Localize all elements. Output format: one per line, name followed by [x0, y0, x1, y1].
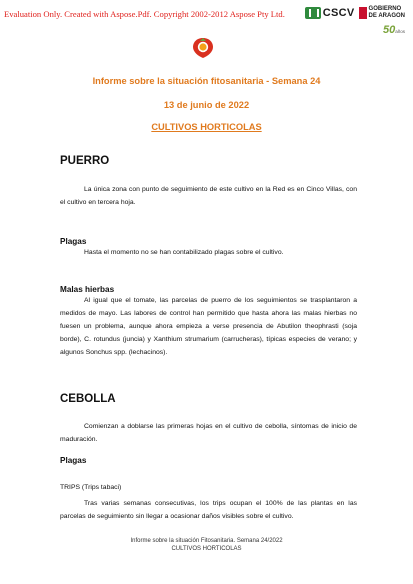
aragon-flag-icon: [359, 7, 367, 19]
puerro-plagas-heading: Plagas: [60, 237, 87, 246]
cebolla-heading: CEBOLLA: [60, 393, 116, 405]
puerro-plagas-text: Hasta el momento no se han contabilizado plagas sobre el cultivo.: [84, 249, 284, 256]
report-date: 13 de junio de 2022: [163, 100, 250, 110]
section-title: CULTIVOS HORTICOLAS: [151, 122, 262, 132]
cebolla-intro: Comienzan a doblarse las primeras hojas en el cultivo de cebolla, síntomas de inicio de maduración.: [60, 423, 357, 443]
puerro-malas-hierbas-heading: Malas hierbas: [60, 285, 115, 294]
puerro-intro: La única zona con punto de seguimiento de este cultivo en la Red es en Cinco Villas, con el cultivo en tercera hoja.: [60, 186, 357, 206]
gobierno-line2: DE ARAGON: [368, 12, 405, 19]
cscv-logo: CSCV: [305, 7, 355, 19]
anniversary-text: años: [395, 29, 405, 34]
gobierno-aragon-logo: [359, 6, 405, 19]
trips-label: TRIPS (Trips tabaci): [60, 484, 122, 491]
header-logos: [305, 6, 405, 19]
puerro-heading: PUERRO: [60, 155, 110, 167]
page-footer: [0, 538, 413, 553]
red-fitosanitaria-emblem-icon: [192, 37, 214, 59]
cscv-icon: [305, 7, 321, 19]
report-title: Informe sobre la situación fitosanitaria - Semana 24: [92, 76, 321, 86]
trips-text: Tras varias semanas consecutivas, los trips ocupan el 100% de las plantas en las parcelas de seguimiento sin llegar a ocasionar daños visibles sobre el cultivo.: [60, 500, 357, 520]
anniversary-number: 50: [382, 24, 396, 36]
footer-line2: CULTIVOS HORTICOLAS: [171, 545, 242, 552]
gobierno-line1: GOBIERNO: [368, 6, 402, 12]
puerro-malas-hierbas-text: Al igual que el tomate, las parcelas de puerro de los seguimientos se trasplantaron a medidos de mayo. Las labores de control han permitido que hasta ahora las malas hierbas no fuesen un problema, aunque ahora empieza a verse presencia de Abutilon theophrasti (soja borde), C. rotundus (juncia) y Xanthium strumarium (carrucheras), típicas especies de verano; y algunos Sonchus spp. (lechacinos).: [60, 297, 357, 356]
evaluation-watermark: Evaluation Only. Created with Aspose.Pdf. Copyright 2002-2012 Aspose Pty Ltd.: [4, 9, 285, 19]
footer-line1: Informe sobre la situación Fitosanitaria. Semana 24/2022: [130, 538, 283, 544]
cebolla-plagas-heading: Plagas: [60, 456, 87, 465]
anniversary-logo: [383, 24, 405, 36]
